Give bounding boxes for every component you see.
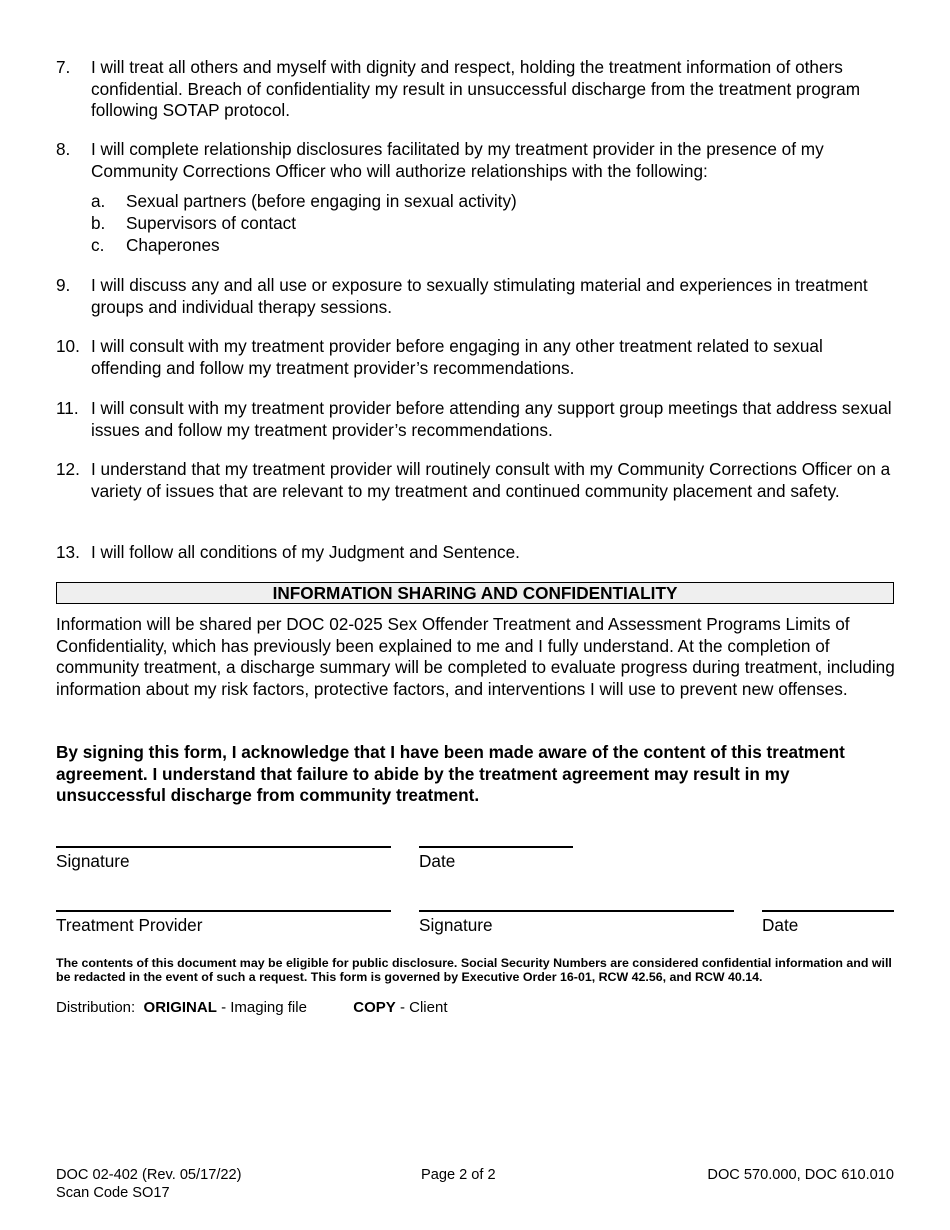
provider-signature-line[interactable] xyxy=(419,910,734,912)
item-text: I understand that my treatment provider will routinely consult with my Community Corrections Officer on a variety of issues that are relevant to my treatment and continued community placement and safety. xyxy=(91,459,891,501)
agreement-item-12 xyxy=(56,459,896,502)
sublist-item-c xyxy=(91,235,791,257)
provider-date-line[interactable] xyxy=(762,910,894,912)
agreement-item-13 xyxy=(56,542,896,564)
sublist-letter: b. xyxy=(91,212,106,233)
item-number: 12. xyxy=(56,459,80,479)
page-number: Page 2 of 2 xyxy=(421,1167,496,1183)
provider-date-label: Date xyxy=(762,915,799,935)
item-text: I will discuss any and all use or exposure to sexually stimulating material and experiences in treatment groups and individual therapy sessions. xyxy=(91,275,868,317)
policy-references: DOC 570.000, DOC 610.010 xyxy=(707,1167,894,1183)
sublist-item-b xyxy=(91,213,791,235)
original-label: ORIGINAL xyxy=(143,999,217,1016)
distribution-label: Distribution: xyxy=(56,999,136,1016)
agreement-item-10 xyxy=(56,336,896,379)
copy-destination: - Client xyxy=(399,999,448,1016)
treatment-provider-line[interactable] xyxy=(56,910,391,912)
acknowledgment-statement: By signing this form, I acknowledge that I have been made aware of the content of this treatment agreement. I understand that failure to abide by the treatment agreement may result in my unsuccessful discharge from community treatment. xyxy=(56,742,845,806)
item-text: I will consult with my treatment provider before engaging in any other treatment related to sexual offending and follow my treatment provider’s recommendations. xyxy=(91,336,823,378)
item-number: 11. xyxy=(56,398,79,418)
confidentiality-paragraph: Information will be shared per DOC 02-025 Sex Offender Treatment and Assessment Programs Limits of Confidentiality, which has previously been explained to me and I fully understand. At the completion of community treatment, a discharge summary will be completed to evaluate progress during treatment, including information about my risk factors, protective factors, and interventions I will use to prevent new offenses. xyxy=(56,614,895,699)
treatment-provider-label: Treatment Provider xyxy=(56,915,203,935)
distribution-line xyxy=(56,998,447,1018)
client-date-label: Date xyxy=(419,851,456,871)
agreement-item-8 xyxy=(56,139,896,182)
item-text: I will follow all conditions of my Judgment and Sentence. xyxy=(91,542,520,562)
agreement-item-7 xyxy=(56,57,896,122)
sublist-item-a xyxy=(91,191,791,213)
item-text: I will treat all others and myself with dignity and respect, holding the treatment information of others confidential. Breach of confidentiality my result in unsuccessful discharge from the treatment program following SOTAP protocol. xyxy=(91,57,861,121)
item-number: 10. xyxy=(56,336,80,356)
item-text: I will complete relationship disclosures facilitated by my treatment provider in the presence of my Community Corrections Officer who will authorize relationships with the following: xyxy=(91,139,824,181)
sublist-letter: c. xyxy=(91,234,105,255)
form-number: DOC 02-402 (Rev. 05/17/22) xyxy=(56,1167,242,1183)
provider-signature-label: Signature xyxy=(419,915,493,935)
scan-code: Scan Code SO17 xyxy=(56,1185,170,1201)
agreement-item-9 xyxy=(56,275,896,318)
sublist-text: Supervisors of contact xyxy=(126,212,297,233)
client-signature-line[interactable] xyxy=(56,846,391,848)
agreement-item-11 xyxy=(56,398,896,441)
copy-label: COPY xyxy=(353,999,396,1016)
client-signature-label: Signature xyxy=(56,851,130,871)
sublist-text: Chaperones xyxy=(126,234,220,255)
item-number: 8. xyxy=(56,139,71,159)
item-text: I will consult with my treatment provider before attending any support group meetings that address sexual issues and follow my treatment provider’s recommendations. xyxy=(91,398,892,440)
relationship-sublist xyxy=(91,191,791,256)
public-disclosure-notice: The contents of this document may be eligible for public disclosure. Social Security Numbers are considered confidential information and will be redacted in the event of such a request. This form is governed by Executive Order 16-01, RCW 42.56, and RCW 40.14. xyxy=(56,956,892,985)
original-destination: - Imaging file xyxy=(221,999,307,1016)
item-number: 7. xyxy=(56,57,71,77)
client-date-line[interactable] xyxy=(419,846,573,848)
sublist-letter: a. xyxy=(91,191,106,211)
item-number: 9. xyxy=(56,275,71,295)
sublist-text: Sexual partners (before engaging in sexual activity) xyxy=(126,191,517,211)
section-title-information-sharing: INFORMATION SHARING AND CONFIDENTIALITY xyxy=(56,582,894,604)
item-number: 13. xyxy=(56,542,80,562)
